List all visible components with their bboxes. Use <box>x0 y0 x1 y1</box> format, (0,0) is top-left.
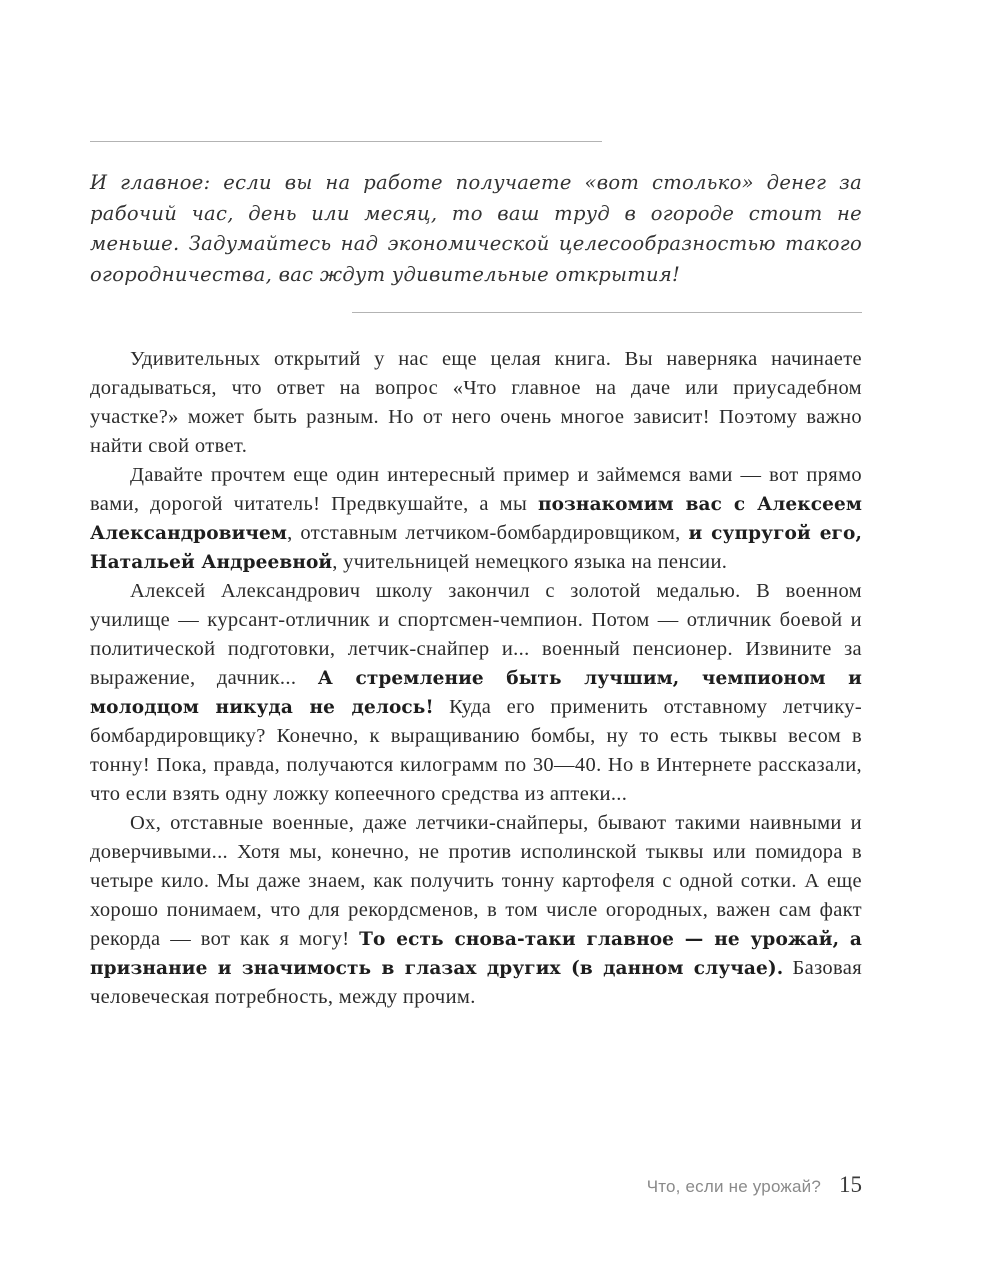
paragraph-3 <box>90 577 862 809</box>
paragraph-3-text-1: Алексей Александрович школу закончил с золотой медалью. В военном училище — курсант-отличник и спортсмен-чемпион. Потом — отличник боевой и политической подготовки, летчик-снайпер и... военный пенсионер. Извините за выражение, дачник... <box>90 580 862 689</box>
paragraph-2 <box>90 461 862 577</box>
highlight-quote: И главное: если вы на работе получаете «вот столько» денег за рабочий час, день или месяц, то ваш труд в огороде стоит не меньше. Задумайтесь над экономической целесообразностью такого огородничества, вас ждут удивительные открытия! <box>90 171 862 286</box>
paragraph-2-text-3: , учительницей немецкого языка на пенсии. <box>332 551 728 573</box>
paragraph-3-bold-1: А стремление быть лучшим, чемпионом и молодцом никуда не делось! <box>90 668 863 718</box>
paragraph-2-text-2: , отставным летчиком-бомбардировщиком, <box>287 522 689 544</box>
page-number: 15 <box>839 1172 862 1197</box>
paragraph-4 <box>90 809 862 1012</box>
paragraph-2-text-1: Давайте прочтем еще один интересный пример и займемся вами — вот прямо вами, дорогой читатель! Предвкушайте, а мы <box>90 464 862 515</box>
quote-top-rule <box>90 141 602 142</box>
page-footer <box>560 1172 862 1198</box>
paragraph-1: Удивительных открытий у нас еще целая книга. Вы наверняка начинаете догадываться, что ответ на вопрос «Что главное на даче или приусадебном участке?» может быть разным. Но от него очень многое зависит! Поэтому важно найти свой ответ. <box>90 348 862 457</box>
paragraph-4-bold-1: То есть снова-таки главное — не урожай, а признание и значимость в глазах других (в данном случае). <box>90 929 862 979</box>
paragraph-3-text-2: Куда его применить отставному летчику-бомбардировщику? Конечно, к выращиванию бомбы, ну то есть тыквы весом в тонну! Пока, правда, получаются килограмм по 30—40. Но в Интернете рассказали, что если взять одну ложку копеечного средства из аптеки... <box>90 696 863 805</box>
paragraph-4-text-2: Базовая человеческая потребность, между прочим. <box>90 957 862 1008</box>
paragraph-2-bold-1: познакомим вас с Алексеем Александровичем <box>90 494 862 544</box>
running-title: Что, если не урожай? <box>646 1177 821 1196</box>
paragraph-2-bold-2: и супругой его, Натальей Андреевной <box>90 523 862 573</box>
main-text <box>90 345 862 1012</box>
quote-bottom-rule <box>352 312 862 313</box>
paragraph-4-text-1: Ох, отставные военные, даже летчики-снайперы, бывают такими наивными и доверчивыми... Хотя мы, конечно, не против исполинской тыквы или помидора в четыре кило. Мы даже знаем, как получить тонну картофеля с одной сотки. А еще хорошо понимаем, что для рекордсменов, в том числе огородных, важен сам факт рекорда — вот как я могу! <box>90 812 862 950</box>
